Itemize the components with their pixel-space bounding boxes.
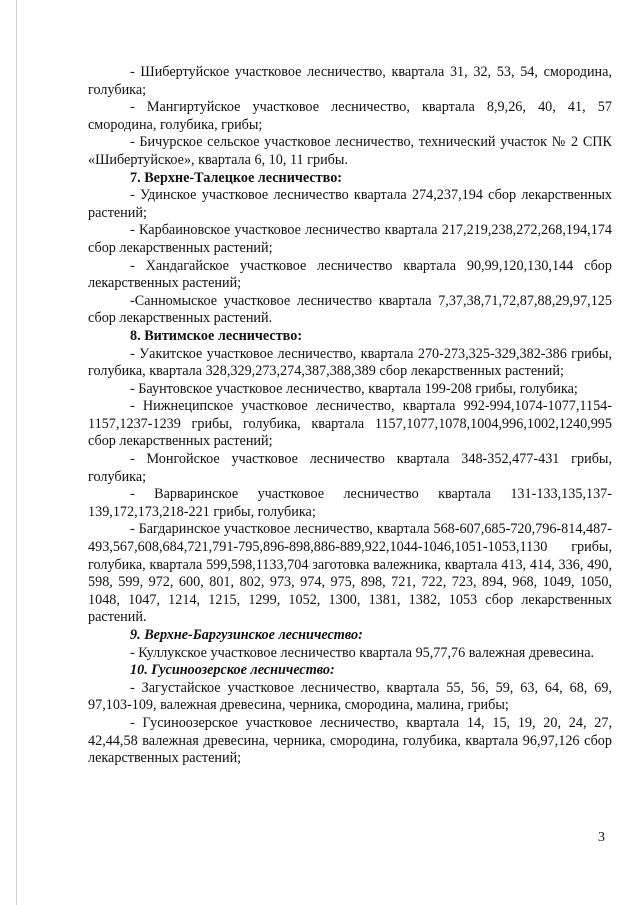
paragraph-karbainovskoe: - Карбаиновское участковое лесничество квартала 217,219,238,272,268,194,174 сбор лекарственных растений; — [88, 222, 612, 256]
section-heading-vitimskoe: 8. Витимское лесничество: — [130, 327, 303, 344]
section-heading-verkhne-barguzinskoe: 9. Верхне-Баргузинское лесничество: — [130, 627, 363, 643]
paragraph-mangirtuy: - Мангиртуйское участковое лесничество, квартала 8,9,26, 40, 41, 57 смородина, голубика, грибы; — [88, 99, 612, 133]
paragraph-gusinoozerskoe: - Гусиноозерское участковое лесничество, квартала 14, 15, 19, 20, 24, 27, 42,44,58 валежная древесина, черника, смородина, голубика, квартала 96,97,126 сбор лекарственных растений; — [88, 714, 612, 767]
page-number: 3 — [598, 830, 605, 845]
paragraph-zagustayskoe: - Загустайское участковое лесничество, квартала 55, 56, 59, 63, 64, 68, 69, 97,103-109, валежная древесина, черника, смородина, малина, грибы; — [88, 679, 612, 714]
paragraph-shibertuy: - Шибертуйское участковое лесничество, квартала 31, 32, 53, 54, смородина, голубика; — [88, 64, 612, 98]
paragraph-khandagayskoe: - Хандагайское участковое лесничество квартала 90,99,120,130,144 сбор лекарственных растений; — [88, 257, 612, 292]
document-body — [88, 64, 612, 768]
paragraph-sannomyskoe: -Санномыское участковое лесничество квартала 7,37,38,71,72,87,88,29,97,125 сбор лекарственных растений. — [88, 292, 612, 327]
paragraph-mongoyskoe: - Монгойское участковое лесничество квартала 348-352,477-431 грибы, голубика; — [88, 451, 612, 485]
section-heading-gusinoozerskoe: 10. Гусиноозерское лесничество: — [130, 662, 335, 679]
paragraph-nizhnetsipskoe: - Нижнеципское участковое лесничество, квартала 992-994,1074-1077,1154-1157,1237-1239 грибы, голубика, квартала 1157,1077,1078,1004,996,1002,1240,995 сбор лекарственных растений; — [88, 398, 612, 450]
section-heading-verkhne-taletskoe: 7. Верхне-Талецкое лесничество: — [130, 169, 343, 186]
paragraph-varvarinskoe: - Варваринское участковое лесничество квартала 131-133,135,137-139,172,173,218-221 грибы, голубика; — [88, 486, 612, 520]
left-margin-line — [16, 0, 17, 905]
paragraph-udinskoe: - Удинское участковое лесничество квартала 274,237,194 сбор лекарственных растений; — [88, 187, 612, 221]
paragraph-bauntovskoe: - Баунтовское участковое лесничество, квартала 199-208 грибы, голубика; — [130, 380, 578, 397]
paragraph-bagdarinskoe: - Багдаринское участковое лесничество, квартала 568-607,685-720,796-814,487-493,567,608,684,721,791-795,896-898,886-889,922,1044-1046,1051-1053,1130 грибы, голубика, квартала 599,598,1133,704 заготовка валежника, квартала 413, 414, 336, 490, 598, 599, 972, 600, 801, 802, 973, 974, 975, 898, 721, 722, 723, 894, 968, 1049, 1050, 1048, 1047, 1214, 1215, 1299, 1052, 1300, 1381, 1382, 1053 сбор лекарственных растений. — [88, 521, 612, 626]
paragraph-bichura: - Бичурское сельское участковое лесничество, технический участок № 2 СПК «Шибертуйское», квартала 6, 10, 11 грибы. — [88, 134, 612, 168]
paragraph-uakitskoe: - Уакитское участковое лесничество, квартала 270-273,325-329,382-386 грибы, голубика, квартала 328,329,273,274,387,388,389 сбор лекарственных растений; — [88, 345, 612, 380]
paragraph-kullukskoe: - Куллукское участковое лесничество квартала 95,77,76 валежная древесина. — [130, 644, 595, 661]
